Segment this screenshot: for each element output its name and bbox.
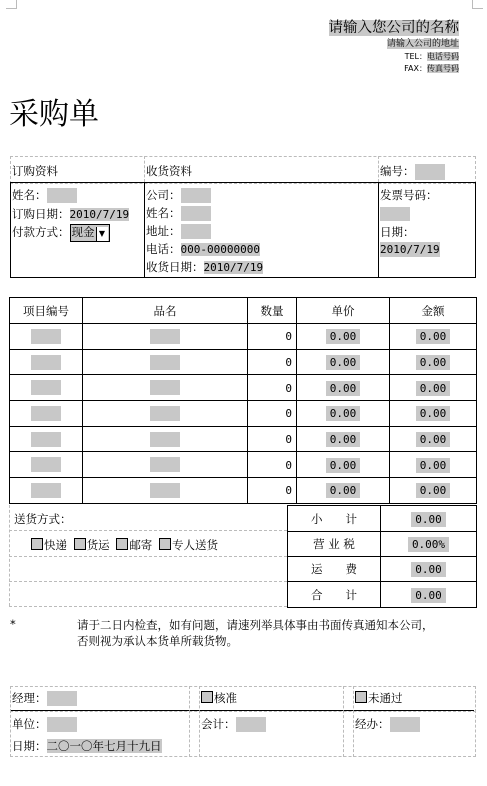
product-name-cell bbox=[83, 478, 248, 504]
items-table-body bbox=[10, 324, 477, 504]
delivery-options bbox=[31, 537, 218, 553]
product-name-cell bbox=[83, 349, 248, 375]
receiver-phone: 电话：000-00000000 bbox=[146, 242, 260, 256]
shipping-value-cell bbox=[381, 557, 477, 582]
delivery-option-freight[interactable]: 货运 bbox=[74, 538, 110, 552]
product-name-cell bbox=[83, 426, 248, 452]
company-fax: FAX：传真号码 bbox=[404, 64, 459, 73]
col-quantity: 数量 bbox=[248, 298, 297, 324]
product-name-cell bbox=[83, 375, 248, 401]
delivery-option-mail[interactable]: 邮寄 bbox=[116, 538, 152, 552]
tax-label: 营 业 税 bbox=[288, 532, 381, 557]
order-number: 编号： bbox=[380, 163, 445, 180]
product-name-field[interactable] bbox=[150, 457, 180, 472]
payment-select[interactable]: 现金 ▼ bbox=[70, 224, 110, 242]
table-row bbox=[10, 452, 477, 478]
mail-checkbox[interactable] bbox=[116, 538, 128, 550]
item-number-cell bbox=[10, 426, 83, 452]
receiver-address-field[interactable] bbox=[181, 224, 211, 239]
item-number-cell bbox=[10, 452, 83, 478]
handler-field[interactable] bbox=[390, 717, 420, 732]
rejected-option[interactable]: 未通过 bbox=[355, 690, 403, 707]
quantity-cell bbox=[248, 324, 297, 350]
quantity-value[interactable]: 0 bbox=[285, 330, 292, 344]
amount-cell bbox=[390, 375, 477, 401]
quantity-cell bbox=[248, 452, 297, 478]
item-number-field[interactable] bbox=[31, 457, 61, 472]
quantity-value[interactable]: 0 bbox=[285, 484, 292, 498]
unit-price-value[interactable]: 0.00 bbox=[326, 458, 361, 473]
item-number-field[interactable] bbox=[31, 380, 61, 395]
receiver-name: 姓名： bbox=[146, 204, 211, 222]
order-section-header: 订购资料 bbox=[12, 164, 58, 178]
handler: 经办： bbox=[355, 716, 420, 733]
item-number-cell bbox=[10, 375, 83, 401]
orderer-name-field[interactable] bbox=[47, 188, 77, 203]
table-row bbox=[10, 324, 477, 350]
item-number-field[interactable] bbox=[31, 329, 61, 344]
order-info-section bbox=[10, 156, 476, 278]
total-value[interactable]: 0.00 bbox=[411, 588, 446, 603]
product-name-cell bbox=[83, 452, 248, 478]
totals-table bbox=[287, 505, 477, 608]
notice-line-1: 请于二日内检查，如有问题，请速列举具体事由书面传真通知本公司， bbox=[77, 618, 434, 632]
freight-checkbox[interactable] bbox=[74, 538, 86, 550]
accountant: 会计： bbox=[201, 716, 266, 733]
product-name-field[interactable] bbox=[150, 406, 180, 421]
table-row bbox=[10, 478, 477, 504]
amount-cell bbox=[390, 452, 477, 478]
total-label: 合 计 bbox=[288, 582, 381, 608]
order-date: 订购日期：2010/7/19 bbox=[12, 207, 130, 221]
product-name-field[interactable] bbox=[150, 380, 180, 395]
order-date-value[interactable]: 2010/7/19 bbox=[69, 208, 130, 221]
item-number-field[interactable] bbox=[31, 432, 61, 447]
tax-value[interactable]: 0.00% bbox=[408, 537, 449, 552]
amount-cell bbox=[390, 426, 477, 452]
company-address: 请输入公司的地址 bbox=[386, 39, 459, 49]
item-number-cell bbox=[10, 324, 83, 350]
item-number-cell bbox=[10, 349, 83, 375]
receive-date-value[interactable]: 2010/7/19 bbox=[203, 261, 264, 274]
amount-cell bbox=[390, 324, 477, 350]
unit-price-value[interactable]: 0.00 bbox=[326, 355, 361, 370]
subtotal-label: 小 计 bbox=[288, 506, 381, 532]
items-table bbox=[9, 297, 477, 504]
invoice-number-label: 发票号码： bbox=[380, 188, 438, 202]
amount-value[interactable]: 0.00 bbox=[416, 355, 451, 370]
quantity-cell bbox=[248, 349, 297, 375]
item-number-field[interactable] bbox=[31, 355, 61, 370]
approval-date: 日期：二〇一〇年七月十九日 bbox=[12, 739, 162, 753]
rejected-checkbox[interactable] bbox=[355, 691, 367, 703]
corner-mark-top-left bbox=[6, 0, 17, 9]
item-number-cell bbox=[10, 401, 83, 427]
unit-field[interactable] bbox=[47, 717, 77, 732]
shipping-label: 运 费 bbox=[288, 557, 381, 582]
product-name-field[interactable] bbox=[150, 355, 180, 370]
receive-date: 收货日期：2010/7/19 bbox=[146, 260, 264, 274]
unit-price-cell bbox=[297, 426, 390, 452]
approved-option[interactable]: 核准 bbox=[201, 690, 237, 707]
amount-value[interactable]: 0.00 bbox=[416, 381, 451, 396]
manager-field[interactable] bbox=[47, 691, 77, 706]
amount-cell bbox=[390, 478, 477, 504]
company-header bbox=[329, 18, 460, 75]
receiver-company: 公司： bbox=[146, 186, 211, 204]
col-item-number: 项目编号 bbox=[10, 298, 83, 324]
unit-price-cell bbox=[297, 452, 390, 478]
product-name-field[interactable] bbox=[150, 483, 180, 498]
amount-cell bbox=[390, 349, 477, 375]
quantity-value[interactable]: 0 bbox=[285, 356, 292, 370]
delivery-totals-section bbox=[9, 505, 477, 608]
quantity-cell bbox=[248, 478, 297, 504]
order-number-field[interactable] bbox=[415, 164, 445, 180]
subtotal-value[interactable]: 0.00 bbox=[411, 512, 446, 527]
tax-value-cell bbox=[381, 532, 477, 557]
invoice-number-field[interactable] bbox=[380, 207, 410, 221]
amount-value[interactable]: 0.00 bbox=[416, 483, 451, 498]
unit-price-value[interactable]: 0.00 bbox=[326, 406, 361, 421]
col-amount: 金额 bbox=[390, 298, 477, 324]
invoice-date-label: 日期： bbox=[380, 225, 415, 239]
table-row bbox=[10, 375, 477, 401]
quantity-value[interactable]: 0 bbox=[285, 433, 292, 447]
quantity-cell bbox=[248, 375, 297, 401]
approved-checkbox[interactable] bbox=[201, 691, 213, 703]
subtotal-value-cell bbox=[381, 506, 477, 532]
delivery-method-label: 送货方式： bbox=[14, 512, 72, 526]
dropdown-arrow-icon[interactable]: ▼ bbox=[96, 227, 108, 241]
courier-checkbox[interactable] bbox=[159, 538, 171, 550]
invoice-date-value[interactable]: 2010/7/19 bbox=[380, 243, 440, 256]
accountant-field[interactable] bbox=[236, 717, 266, 732]
product-name-cell bbox=[83, 324, 248, 350]
item-number-field[interactable] bbox=[31, 406, 61, 421]
orderer-name: 姓名： bbox=[12, 186, 77, 205]
unit-price-cell bbox=[297, 324, 390, 350]
shipping-value[interactable]: 0.00 bbox=[411, 562, 446, 577]
unit-price-value[interactable]: 0.00 bbox=[326, 329, 361, 344]
product-name-field[interactable] bbox=[150, 432, 180, 447]
table-row bbox=[10, 401, 477, 427]
quantity-value[interactable]: 0 bbox=[285, 407, 292, 421]
total-value-cell bbox=[381, 582, 477, 608]
amount-value[interactable]: 0.00 bbox=[416, 329, 451, 344]
table-row bbox=[10, 426, 477, 452]
items-table-header bbox=[10, 298, 477, 324]
unit-price-value[interactable]: 0.00 bbox=[326, 381, 361, 396]
unit-price-value[interactable]: 0.00 bbox=[326, 432, 361, 447]
notice-text bbox=[77, 617, 472, 649]
corner-mark-top-right bbox=[472, 0, 483, 9]
notice-star: * bbox=[10, 617, 16, 631]
amount-cell bbox=[390, 401, 477, 427]
delivery-option-express[interactable]: 快递 bbox=[31, 538, 67, 552]
delivery-option-courier[interactable]: 专人送货 bbox=[159, 538, 218, 552]
company-tel: TEL：电话号码 bbox=[404, 52, 459, 61]
amount-value[interactable]: 0.00 bbox=[416, 458, 451, 473]
notice-line-2: 否则视为承认本货单所载货物。 bbox=[77, 634, 238, 648]
company-name: 请输入您公司的名称 bbox=[328, 20, 459, 36]
product-name-cell bbox=[83, 401, 248, 427]
unit: 单位： bbox=[12, 716, 77, 733]
payment-method: 付款方式： 现金 ▼ bbox=[12, 223, 110, 242]
product-name-field[interactable] bbox=[150, 329, 180, 344]
col-unit-price: 单价 bbox=[297, 298, 390, 324]
unit-price-cell bbox=[297, 401, 390, 427]
item-number-cell bbox=[10, 478, 83, 504]
receiver-address: 地址： bbox=[146, 222, 211, 240]
approval-date-value[interactable]: 二〇一〇年七月十九日 bbox=[46, 739, 162, 753]
receive-section-header: 收货资料 bbox=[146, 164, 192, 178]
item-number-field[interactable] bbox=[31, 483, 61, 498]
col-product-name: 品名 bbox=[83, 298, 248, 324]
table-row bbox=[10, 349, 477, 375]
unit-price-cell bbox=[297, 375, 390, 401]
amount-value[interactable]: 0.00 bbox=[416, 432, 451, 447]
quantity-value[interactable]: 0 bbox=[285, 381, 292, 395]
unit-price-cell bbox=[297, 478, 390, 504]
unit-price-value[interactable]: 0.00 bbox=[326, 483, 361, 498]
express-checkbox[interactable] bbox=[31, 538, 43, 550]
receiver-phone-value[interactable]: 000-00000000 bbox=[180, 243, 260, 256]
unit-price-cell bbox=[297, 349, 390, 375]
quantity-cell bbox=[248, 401, 297, 427]
quantity-value[interactable]: 0 bbox=[285, 458, 292, 472]
receiver-company-field[interactable] bbox=[181, 188, 211, 203]
page-title: 采购单 bbox=[9, 97, 99, 132]
quantity-cell bbox=[248, 426, 297, 452]
manager: 经理： bbox=[12, 690, 77, 707]
amount-value[interactable]: 0.00 bbox=[416, 406, 451, 421]
approval-section bbox=[10, 686, 476, 758]
receiver-name-field[interactable] bbox=[181, 206, 211, 221]
